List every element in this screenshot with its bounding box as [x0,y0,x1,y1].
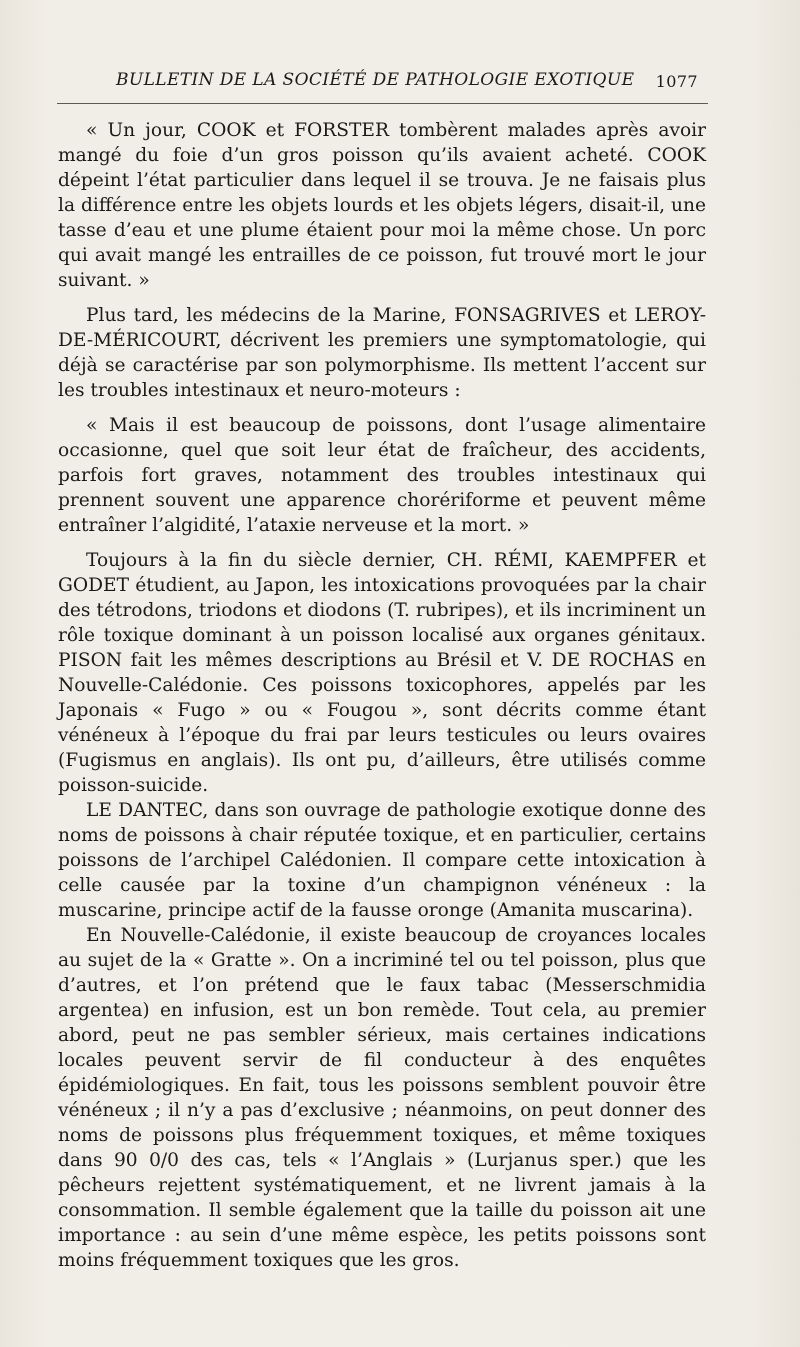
page-number: 1077 [655,72,698,91]
paragraph-cook-quote: « Un jour, COOK et FORSTER tombèrent malades après avoir mangé du foie d’un gros poisson qu’ils avaient acheté. COOK dépeint l’état particulier dans lequel il se trouva. Je ne faisais plus la différence entre les objets lourds et les objets légers, disait-il, une tasse d’eau et une plume étaient pour moi la même chose. Un porc qui avait mangé les entrailles de ce poisson, fut trouvé mort le jour suivant. » [58,120,706,291]
page-header [116,70,698,96]
running-title: BULLETIN DE LA SOCIÉTÉ DE PATHOLOGIE EXOTIQUE [116,70,635,90]
paragraph-fonsagrives: Plus tard, les médecins de la Marine, FONSAGRIVES et LEROY-DE-MÉRICOURT, décrivent les premiers une symptomatologie, qui déjà se caractérise par son polymorphisme. Ils mettent l’accent sur les troubles intestinaux et neuro-moteurs : [58,305,706,401]
header-rule [57,103,708,104]
paragraph-nouvelle-caledonie: En Nouvelle-Calédonie, il existe beaucoup de croyances locales au sujet de la « Gratte ». On a incriminé tel ou tel poisson, plus que d’autres, et l’on prétend que le faux tabac (Messerschmidia argentea) en infusion, est un bon remède. Tout cela, au premier abord, peut ne pas sembler sérieux, mais certaines indications locales peuvent servir de fil conducteur à des enquêtes épidémiologiques. En fait, tous les poissons semblent pouvoir être vénéneux ; il n’y a pas d’exclusive ; néanmoins, on peut donner des noms de poissons plus fréquemment toxiques, et même toxiques dans 90 0/0 des cas, tels « l’Anglais » (Lurjanus sper.) que les pêcheurs rejettent systématiquement, et ne livrent jamais à la consommation. Il semble également que la taille du poisson ait une importance : au sein d’une même espèce, les petits poissons sont moins fréquemment toxiques que les gros. [58,925,706,1271]
body-text [58,118,706,1273]
paragraph-le-dantec: LE DANTEC, dans son ouvrage de pathologie exotique donne des noms de poissons à chair réputée toxique, et en particulier, certains poissons de l’archipel Calédonien. Il compare cette intoxication à celle causée par la toxine d’un champignon vénéneux : la muscarine, principe actif de la fausse oronge (Amanita muscarina). [58,800,706,921]
paragraph-poissons-quote: « Mais il est beaucoup de poissons, dont l’usage alimentaire occasionne, quel que soit leur état de fraîcheur, des accidents, parfois fort graves, notamment des troubles intestinaux qui prennent souvent une apparence chorériforme et peuvent même entraîner l’algidité, l’ataxie nerveuse et la mort. » [58,415,706,536]
paragraph-japon: Toujours à la fin du siècle dernier, CH. RÉMI, KAEMPFER et GODET étudient, au Japon, les intoxications provoquées par la chair des tétrodons, triodons et diodons (T. rubripes), et ils incriminent un rôle toxique dominant à un poisson localisé aux organes génitaux. PISON fait les mêmes descriptions au Brésil et V. DE ROCHAS en Nouvelle-Calédonie. Ces poissons toxicophores, appelés par les Japonais « Fugo » ou « Fougou », sont décrits comme étant vénéneux à l’époque du frai par leurs testicules ou leurs ovaires (Fugismus en anglais). Ils ont pu, d’ailleurs, être utilisés comme poisson-suicide. [58,550,706,796]
